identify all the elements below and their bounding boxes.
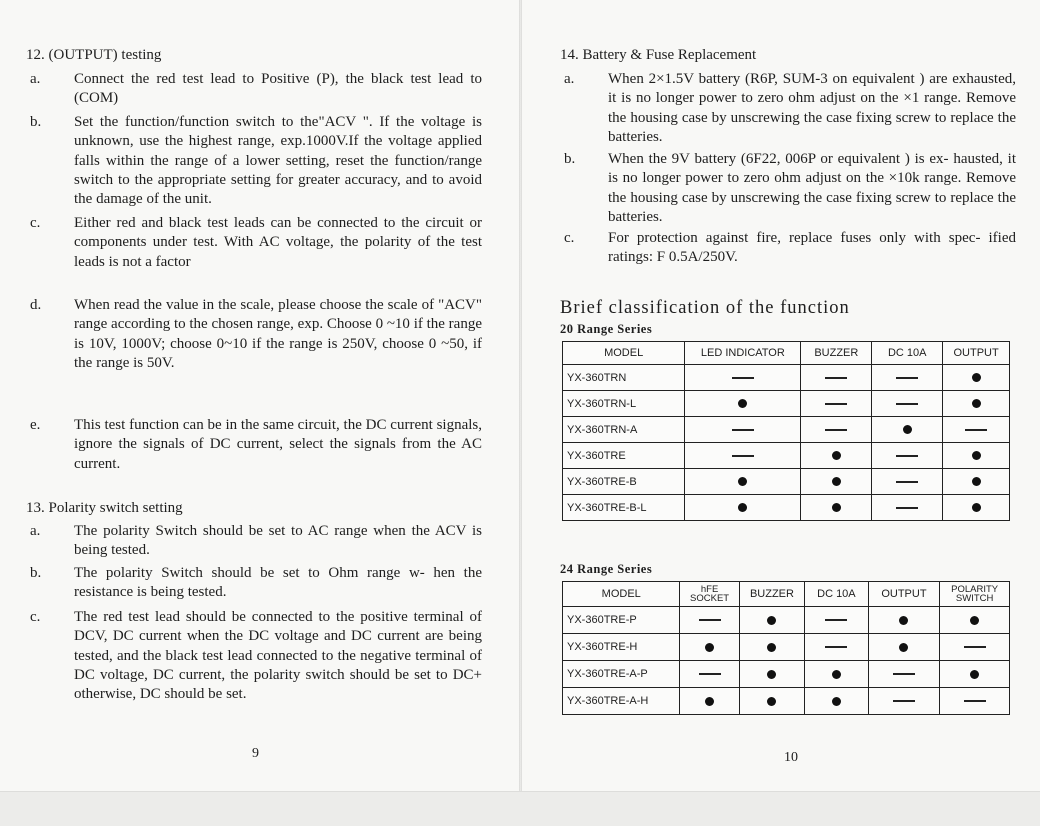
column-header: [805, 582, 868, 607]
feature-absent-dash: [699, 619, 721, 621]
feature-absent-dash: [896, 507, 918, 509]
model-cell: YX-360TRE-A-H: [563, 688, 680, 715]
range-24-table: [562, 581, 1010, 715]
feature-absent-dash: [825, 403, 847, 405]
section-13-title: 13. Polarity switch setting: [26, 500, 183, 516]
item-text: This test function can be in the same circuit, the DC current signals, ignore the signals of DC current, select the signals from the AC current.: [74, 417, 482, 472]
feature-present-dot: [832, 477, 841, 486]
feature-present-dot: [899, 616, 908, 625]
item-text: The polarity Switch should be set to Ohm range w- hen the resistance is being tested.: [74, 565, 482, 601]
list-item: [30, 113, 482, 209]
header-line: MODEL: [601, 588, 641, 600]
section-12-title: 12. (OUTPUT) testing: [26, 47, 162, 63]
feature-present-dot: [972, 477, 981, 486]
table-row: [563, 443, 1010, 469]
feature-present-dot: [767, 643, 776, 652]
feature-absent-dash: [825, 646, 847, 648]
feature-absent-dash: [732, 429, 754, 431]
item-text: The polarity Switch should be set to AC range when the ACV is being tested.: [74, 523, 482, 559]
model-cell: YX-360TRE: [563, 443, 685, 469]
feature-cell: [680, 607, 739, 634]
feature-present-dot: [767, 697, 776, 706]
item-letter: b.: [30, 565, 42, 581]
model-cell: YX-360TRE-A-P: [563, 661, 680, 688]
feature-cell: [739, 634, 804, 661]
feature-cell: [872, 365, 943, 391]
feature-cell: [872, 443, 943, 469]
table-row: [563, 607, 1010, 634]
feature-absent-dash: [732, 377, 754, 379]
feature-present-dot: [972, 399, 981, 408]
feature-absent-dash: [825, 377, 847, 379]
feature-present-dot: [832, 697, 841, 706]
item-text: Set the function/function switch to the"ACV ". If the voltage is unknown, use the highest range, exp.1000V.If the voltage applied falls within the range of a lower setting, reset the function/range switch to the appropriate setting for greater accuracy, and to avoid the damage of the unit.: [74, 114, 482, 208]
list-item: [564, 229, 1016, 268]
feature-cell: [805, 634, 868, 661]
model-cell: YX-360TRE-B-L: [563, 495, 685, 521]
feature-cell: [943, 391, 1010, 417]
feature-cell: [940, 607, 1010, 634]
feature-cell: [943, 443, 1010, 469]
feature-present-dot: [767, 670, 776, 679]
feature-present-dot: [705, 697, 714, 706]
feature-present-dot: [970, 670, 979, 679]
feature-absent-dash: [964, 700, 986, 702]
feature-absent-dash: [893, 673, 915, 675]
column-header: BUZZER: [801, 342, 872, 365]
feature-present-dot: [832, 670, 841, 679]
feature-present-dot: [972, 373, 981, 382]
feature-absent-dash: [896, 481, 918, 483]
feature-present-dot: [903, 425, 912, 434]
feature-cell: [805, 607, 868, 634]
item-letter: d.: [30, 297, 42, 313]
feature-cell: [868, 607, 940, 634]
feature-cell: [739, 607, 804, 634]
list-item: [30, 416, 482, 474]
list-item: [564, 70, 1016, 147]
model-cell: YX-360TRE-B: [563, 469, 685, 495]
feature-absent-dash: [965, 429, 987, 431]
table-20-label: 20 Range Series: [560, 322, 653, 336]
item-letter: a.: [564, 71, 575, 87]
feature-absent-dash: [825, 619, 847, 621]
feature-present-dot: [972, 451, 981, 460]
item-text: For protection against fire, replace fuses only with spec- ified ratings: F 0.5A/250V.: [608, 230, 1016, 266]
feature-cell: [685, 469, 801, 495]
feature-cell: [805, 688, 868, 715]
header-line: SOCKET: [690, 593, 730, 604]
column-header: DC 10A: [872, 342, 943, 365]
feature-present-dot: [705, 643, 714, 652]
item-letter: a.: [30, 523, 41, 539]
item-letter: c.: [564, 230, 575, 246]
feature-cell: [685, 417, 801, 443]
item-letter: b.: [564, 151, 576, 167]
feature-cell: [805, 661, 868, 688]
feature-absent-dash: [896, 403, 918, 405]
table-row: [563, 495, 1010, 521]
page-number-left: 9: [252, 746, 259, 761]
column-header: [940, 582, 1010, 607]
model-cell: YX-360TRE-H: [563, 634, 680, 661]
feature-present-dot: [832, 451, 841, 460]
section-14-title: 14. Battery & Fuse Replacement: [560, 47, 757, 63]
table-24-label: 24 Range Series: [560, 562, 653, 576]
bottom-margin: [0, 791, 1040, 826]
feature-cell: [801, 391, 872, 417]
feature-cell: [943, 469, 1010, 495]
header-line: POLARITY: [951, 584, 999, 595]
table-row: [563, 391, 1010, 417]
feature-cell: [685, 365, 801, 391]
feature-cell: [801, 443, 872, 469]
column-header: LED INDICATOR: [685, 342, 801, 365]
list-item: [30, 214, 482, 272]
item-text: Connect the red test lead to Positive (P), the black test lead to (COM): [74, 71, 482, 107]
feature-cell: [685, 495, 801, 521]
list-item: [30, 70, 482, 109]
item-text: When 2×1.5V battery (R6P, SUM-3 on equivalent ) are exhausted, it is no longer power to zero ohm adjust on the ×1 range. Remove the housing case by unscrewing the case fixing screw to replace the batteries.: [608, 71, 1016, 145]
feature-absent-dash: [896, 455, 918, 457]
feature-cell: [940, 688, 1010, 715]
model-cell: YX-360TRN-L: [563, 391, 685, 417]
item-letter: a.: [30, 71, 41, 87]
feature-cell: [739, 688, 804, 715]
feature-cell: [685, 391, 801, 417]
feature-cell: [943, 365, 1010, 391]
item-text: The red test lead should be connected to the positive terminal of DCV, DC current when the DC voltage and DC current are being tested, and the black test lead connected to the negative terminal of DC voltage, DC current, the polarity switch should be set to DC+ otherwise, DC should be set.: [74, 609, 482, 703]
table-row: [563, 365, 1010, 391]
range-20-table: [562, 341, 1010, 521]
item-text: When the 9V battery (6F22, 006P or equivalent ) is ex- hausted, it is no longer power to zero ohm adjust on the ×10k range. Remove the housing case by unscrewing the case fixing screw to replace the batteries.: [608, 151, 1016, 225]
model-cell: YX-360TRE-P: [563, 607, 680, 634]
item-letter: b.: [30, 114, 42, 130]
feature-cell: [943, 417, 1010, 443]
header-line: DC 10A: [817, 588, 856, 600]
item-text: When read the value in the scale, please choose the scale of "ACV" range according to the chosen range, exp. Choose 0 ~10 if the range is 10V, 1000V; choose 0~10 if the range is 250V, choose 0 ~50, if the range is 50V.: [74, 297, 482, 371]
feature-cell: [872, 417, 943, 443]
feature-present-dot: [970, 616, 979, 625]
feature-cell: [680, 688, 739, 715]
feature-present-dot: [738, 399, 747, 408]
feature-cell: [801, 469, 872, 495]
table-row: [563, 688, 1010, 715]
header-line: BUZZER: [749, 588, 794, 600]
feature-cell: [868, 634, 940, 661]
header-line: SWITCH: [955, 593, 994, 604]
list-item: [30, 296, 482, 373]
list-item: [564, 150, 1016, 227]
feature-cell: [872, 495, 943, 521]
feature-cell: [943, 495, 1010, 521]
item-text: Either red and black test leads can be connected to the circuit or components under test. With AC voltage, the polarity of the test leads is not a factor: [74, 215, 482, 270]
feature-cell: [739, 661, 804, 688]
feature-absent-dash: [699, 673, 721, 675]
page-number-right: 10: [784, 750, 798, 765]
item-letter: e.: [30, 417, 41, 433]
feature-present-dot: [738, 477, 747, 486]
feature-cell: [680, 634, 739, 661]
table-row: [563, 634, 1010, 661]
feature-present-dot: [972, 503, 981, 512]
feature-cell: [872, 391, 943, 417]
header-line: hFE: [700, 584, 719, 595]
table-row: [563, 469, 1010, 495]
column-header: [868, 582, 940, 607]
feature-present-dot: [738, 503, 747, 512]
model-cell: YX-360TRN-A: [563, 417, 685, 443]
feature-cell: [872, 469, 943, 495]
list-item: [30, 522, 482, 561]
column-header: [739, 582, 804, 607]
list-item: [30, 608, 482, 704]
column-header: MODEL: [563, 342, 685, 365]
right-page: [522, 0, 1040, 792]
left-page: [0, 0, 520, 792]
feature-present-dot: [899, 643, 908, 652]
feature-absent-dash: [825, 429, 847, 431]
feature-cell: [801, 495, 872, 521]
feature-absent-dash: [732, 455, 754, 457]
feature-cell: [680, 661, 739, 688]
item-letter: c.: [30, 609, 41, 625]
column-header: [563, 582, 680, 607]
feature-cell: [685, 443, 801, 469]
feature-absent-dash: [964, 646, 986, 648]
feature-cell: [801, 417, 872, 443]
feature-cell: [801, 365, 872, 391]
feature-present-dot: [832, 503, 841, 512]
feature-cell: [940, 634, 1010, 661]
feature-present-dot: [767, 616, 776, 625]
header-line: OUTPUT: [881, 588, 927, 600]
brief-classification-title: Brief classification of the function: [560, 298, 850, 318]
item-letter: c.: [30, 215, 41, 231]
column-header: [680, 582, 739, 607]
column-header: OUTPUT: [943, 342, 1010, 365]
table-row: [563, 661, 1010, 688]
feature-absent-dash: [896, 377, 918, 379]
model-cell: YX-360TRN: [563, 365, 685, 391]
table-row: [563, 417, 1010, 443]
list-item: [30, 564, 482, 603]
feature-cell: [940, 661, 1010, 688]
feature-cell: [868, 661, 940, 688]
feature-absent-dash: [893, 700, 915, 702]
feature-cell: [868, 688, 940, 715]
